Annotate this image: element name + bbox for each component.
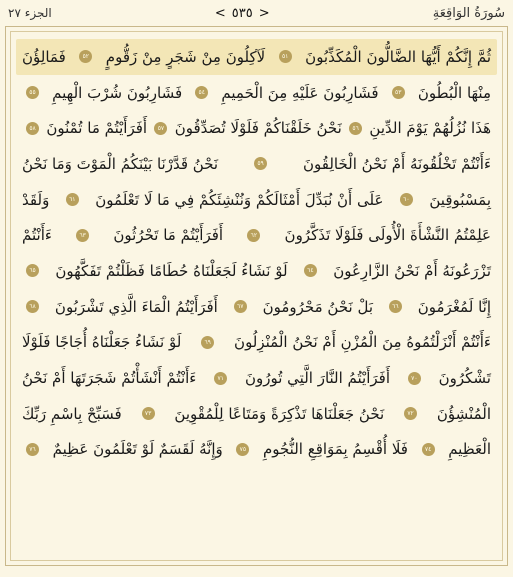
ayah-number-marker[interactable]: ٦٤ bbox=[304, 264, 317, 277]
ayah-number-marker[interactable]: ٦٧ bbox=[234, 300, 247, 313]
ayah-text[interactable]: نَحْنُ جَعَلْنَاهَا تَذْكِرَةً وَمَتَاعًا لِلْمُقْوِينَ bbox=[174, 404, 385, 423]
ayah-number-marker[interactable]: ٥١ bbox=[279, 50, 292, 63]
text-line[interactable] bbox=[22, 75, 491, 111]
ayah-number-marker[interactable]: ٧١ bbox=[214, 372, 227, 385]
ayah-number-marker[interactable]: ٧٤ bbox=[422, 443, 435, 456]
text-line[interactable] bbox=[22, 217, 491, 253]
text-line[interactable] bbox=[22, 182, 491, 218]
ayah-number-marker[interactable]: ٧٠ bbox=[408, 372, 421, 385]
ayah-text[interactable]: لَآكِلُونَ مِنْ شَجَرٍ مِنْ زَقُّومٍ bbox=[105, 47, 266, 66]
ayah-text[interactable]: لَوْ نَشَاءُ جَعَلْنَاهُ أُجَاجًا فَلَوْلَا bbox=[22, 333, 182, 352]
ayah-text[interactable]: وَإِنَّهُ لَقَسَمٌ لَوْ تَعْلَمُونَ عَظِيمٌ bbox=[52, 440, 223, 459]
ayah-text[interactable]: ثُمَّ إِنَّكُمْ أَيُّهَا الضَّالُّونَ الْمُكَذِّبُونَ bbox=[305, 47, 491, 66]
text-line[interactable] bbox=[22, 146, 491, 182]
ayah-text[interactable]: ءَأَنْتُمْ bbox=[22, 226, 52, 245]
ayah-text[interactable]: مِنْهَا الْبُطُونَ bbox=[417, 83, 491, 102]
ayah-number-marker[interactable]: ٥٤ bbox=[195, 86, 208, 99]
text-line[interactable] bbox=[22, 110, 491, 146]
surah-name: سُورَةُ الوَاقِعَةِ bbox=[432, 5, 505, 21]
ayah-number-marker[interactable]: ٦٥ bbox=[26, 264, 39, 277]
ayah-text[interactable]: فَلَا أُقْسِمُ بِمَوَاقِعِ النُّجُومِ bbox=[262, 440, 408, 459]
ayah-text[interactable]: لَوْ نَشَاءُ لَجَعَلْنَاهُ حُطَامًا فَظَلْتُمْ تَفَكَّهُونَ bbox=[55, 261, 288, 280]
text-line[interactable] bbox=[22, 289, 491, 325]
ayah-text[interactable]: فَمَالِؤُنَ bbox=[22, 47, 66, 66]
next-page-arrow-icon[interactable]: > bbox=[258, 5, 270, 21]
ayah-number-marker[interactable]: ٦٠ bbox=[400, 193, 413, 206]
ayah-text[interactable]: أَفَرَأَيْتُمْ مَا تَحْرُثُونَ bbox=[113, 226, 224, 245]
ayah-text[interactable]: ءَأَنْتُمْ أَنْزَلْتُمُوهُ مِنَ الْمُزْنِ أَمْ نَحْنُ الْمُنْزِلُونَ bbox=[234, 333, 491, 352]
prev-page-arrow-icon[interactable]: < bbox=[214, 5, 226, 21]
ayah-text[interactable]: فَشَارِبُونَ شُرْبَ الْهِيمِ bbox=[52, 83, 183, 102]
ayah-number-marker[interactable]: ٥٦ bbox=[349, 122, 362, 135]
ayah-number-marker[interactable]: ٦١ bbox=[66, 193, 79, 206]
ayah-number-marker[interactable]: ٧٥ bbox=[236, 443, 249, 456]
text-line[interactable] bbox=[16, 39, 497, 75]
ayah-number-marker[interactable]: ٥٣ bbox=[392, 86, 405, 99]
ayah-number-marker[interactable]: ٦٣ bbox=[76, 229, 89, 242]
ayah-text[interactable]: الْعَظِيمِ bbox=[448, 440, 491, 459]
ayah-text[interactable]: تَزْرَعُونَهُ أَمْ نَحْنُ الزَّارِعُونَ bbox=[333, 261, 491, 280]
page-navigation bbox=[215, 6, 270, 21]
text-line[interactable] bbox=[22, 253, 491, 289]
ayah-text[interactable]: نَحْنُ قَدَّرْنَا بَيْنَكُمُ الْمَوْتَ وَمَا نَحْنُ bbox=[22, 154, 219, 173]
ayah-text[interactable]: أَفَرَأَيْتُمُ الْمَاءَ الَّذِي تَشْرَبُونَ bbox=[54, 297, 218, 316]
ayah-text[interactable]: ءَأَنْتُمْ تَخْلُقُونَهُ أَمْ نَحْنُ الْخَالِقُونَ bbox=[303, 154, 491, 173]
ayah-number-marker[interactable]: ٦٩ bbox=[201, 336, 214, 349]
text-line[interactable] bbox=[22, 325, 491, 361]
ayah-number-marker[interactable]: ٥٩ bbox=[254, 157, 267, 170]
text-line[interactable] bbox=[22, 396, 491, 432]
page-frame bbox=[5, 26, 508, 566]
ayah-number-marker[interactable]: ٦٢ bbox=[247, 229, 260, 242]
juz-label: الجزء ٢٧ bbox=[8, 6, 52, 20]
ayah-text[interactable]: وَلَقَدْ bbox=[22, 190, 50, 209]
ayah-text[interactable]: بِمَسْبُوقِينَ bbox=[429, 190, 491, 209]
ayah-number-marker[interactable]: ٥٢ bbox=[79, 50, 92, 63]
ayah-text[interactable]: عَلِمْتُمُ النَّشْأَةَ الْأُولَى فَلَوْلَا تَذَكَّرُونَ bbox=[284, 226, 491, 245]
ayah-number-marker[interactable]: ٦٦ bbox=[389, 300, 402, 313]
ayah-text[interactable]: بَلْ نَحْنُ مَحْرُومُونَ bbox=[262, 297, 373, 316]
quran-text bbox=[22, 39, 491, 467]
text-line[interactable] bbox=[22, 360, 491, 396]
text-line[interactable] bbox=[22, 432, 491, 468]
ayah-text[interactable]: عَلَى أَنْ نُبَدِّلَ أَمْثَالَكُمْ وَنُنْشِئَكُمْ فِي مَا لَا تَعْلَمُونَ bbox=[95, 190, 384, 209]
ayah-text[interactable]: نَحْنُ خَلَقْنَاكُمْ فَلَوْلَا تُصَدِّقُونَ bbox=[174, 119, 342, 138]
page-number: ٥٣٥ bbox=[231, 5, 253, 21]
ayah-text[interactable]: فَسَبِّحْ بِاسْمِ رَبِّكَ bbox=[22, 404, 122, 423]
ayah-text[interactable]: فَشَارِبُونَ عَلَيْهِ مِنَ الْحَمِيمِ bbox=[221, 83, 379, 102]
ayah-text[interactable]: ءَأَنْتُمْ أَنْشَأْتُمْ شَجَرَتَهَا أَمْ نَحْنُ bbox=[22, 369, 197, 388]
ayah-number-marker[interactable]: ٥٥ bbox=[26, 86, 39, 99]
ayah-number-marker[interactable]: ٥٨ bbox=[26, 122, 39, 135]
ayah-text[interactable]: أَفَرَأَيْتُمُ النَّارَ الَّتِي تُورُونَ bbox=[244, 369, 391, 388]
ayah-number-marker[interactable]: ٦٨ bbox=[26, 300, 39, 313]
ayah-number-marker[interactable]: ٧٦ bbox=[26, 443, 39, 456]
ayah-text[interactable]: إِنَّا لَمُغْرَمُونَ bbox=[417, 297, 491, 316]
ayah-text[interactable]: تَشْكُرُونَ bbox=[438, 369, 491, 388]
ayah-text[interactable]: أَفَرَأَيْتُمْ مَا تُمْنُونَ bbox=[46, 119, 148, 138]
ayah-text[interactable]: الْمُنْشِؤُنَ bbox=[436, 404, 491, 423]
ayah-number-marker[interactable]: ٥٧ bbox=[154, 122, 167, 135]
ayah-number-marker[interactable]: ٧٣ bbox=[142, 407, 155, 420]
ayah-number-marker[interactable]: ٧٢ bbox=[404, 407, 417, 420]
top-bar bbox=[0, 0, 513, 26]
ayah-text[interactable]: هَذَا نُزُلُهُمْ يَوْمَ الدِّينِ bbox=[369, 119, 491, 138]
